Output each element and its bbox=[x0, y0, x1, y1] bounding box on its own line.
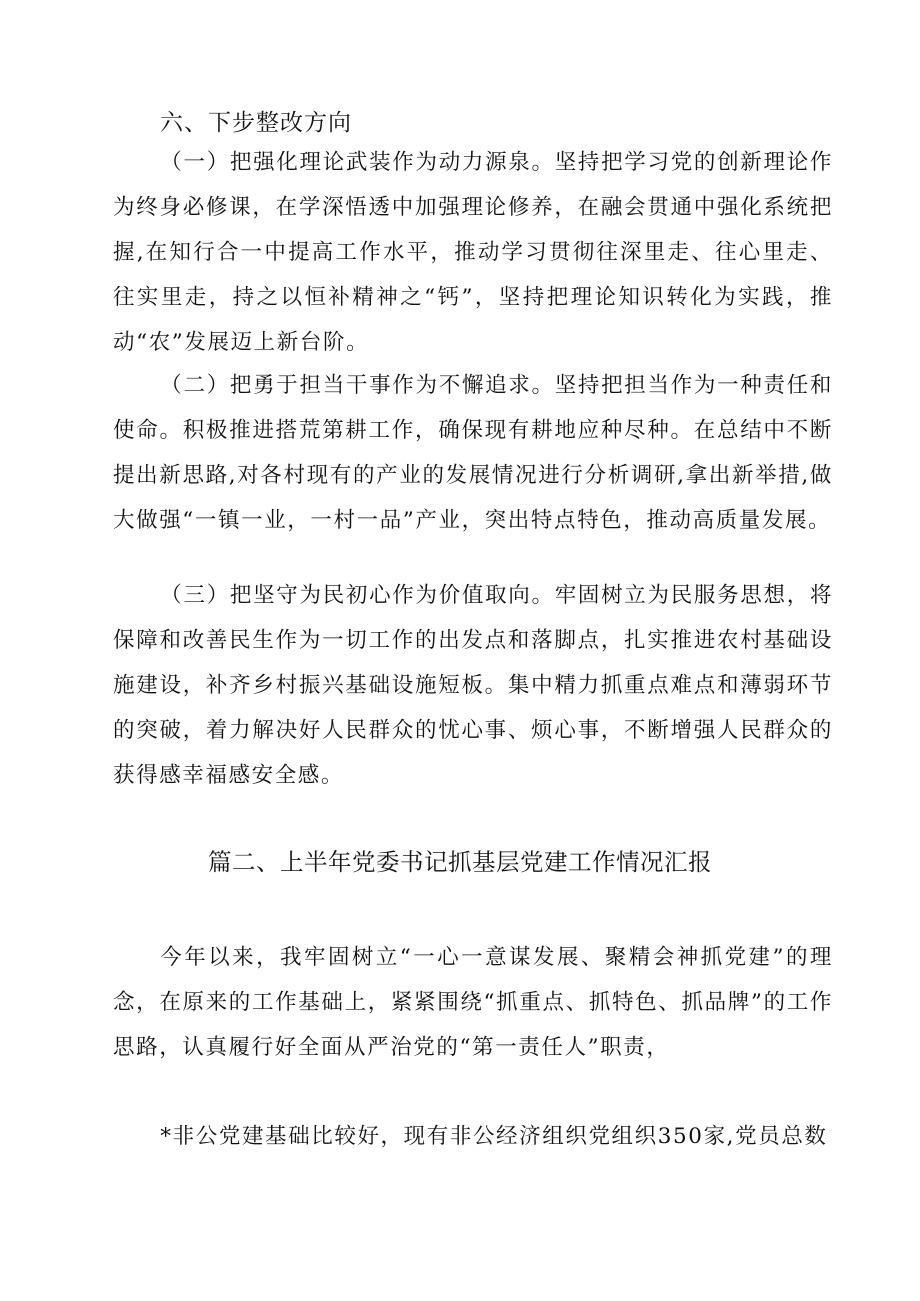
nonpublic-paragraph: *非公党建基础比较好，现有非公经济组织党组织350家,党员总数 bbox=[160, 1124, 828, 1149]
intro-paragraph: 今年以来，我牢固树立“一心一意谋发展、聚精会神抓党建”的理念，在原来的工作基础上，紧紧围绕“抓重点、抓特色、抓品牌”的工作思路，认真履行好全面从严治党的“第一责任人”职责， bbox=[113, 945, 833, 1060]
paragraph-people: （三）把坚守为民初心作为价值取向。牢固树立为民服务思想，将保障和改善民生作为一切工作的出发点和落脚点，扎实推进农村基础设施建设，补齐乡村振兴基础设施短板。集中精力抓重点难点和薄弱环节的突破，着力解决好人民群众的忧心事、烦心事，不断增强人民群众的获得感幸福感安全感。 bbox=[113, 583, 833, 788]
paragraph-theory: （一）把强化理论武装作为动力源泉。坚持把学习党的创新理论作为终身必修课，在学深悟透中加强理论修养，在融会贯通中强化系统把握,在知行合一中提高工作水平，推动学习贯彻往深里走、往心里走、往实里走，持之以恒补精神之“钙”，坚持把理论知识转化为实践，推动“农”发展迈上新台阶。 bbox=[113, 150, 833, 355]
paragraph-responsibility: （二）把勇于担当干事作为不懈追求。坚持把担当作为一种责任和使命。积极推进搭荒第耕工作，确保现有耕地应种尽种。在总结中不断提出新思路,对各村现有的产业的发展情况进行分析调研,拿出新举措,做大做强“一镇一业，一村一品”产业，突出特点特色，推动高质量发展。 bbox=[113, 373, 833, 533]
section-heading: 六、下步整改方向 bbox=[160, 110, 352, 136]
report-title: 篇二、上半年党委书记抓基层党建工作情况汇报 bbox=[208, 848, 712, 876]
